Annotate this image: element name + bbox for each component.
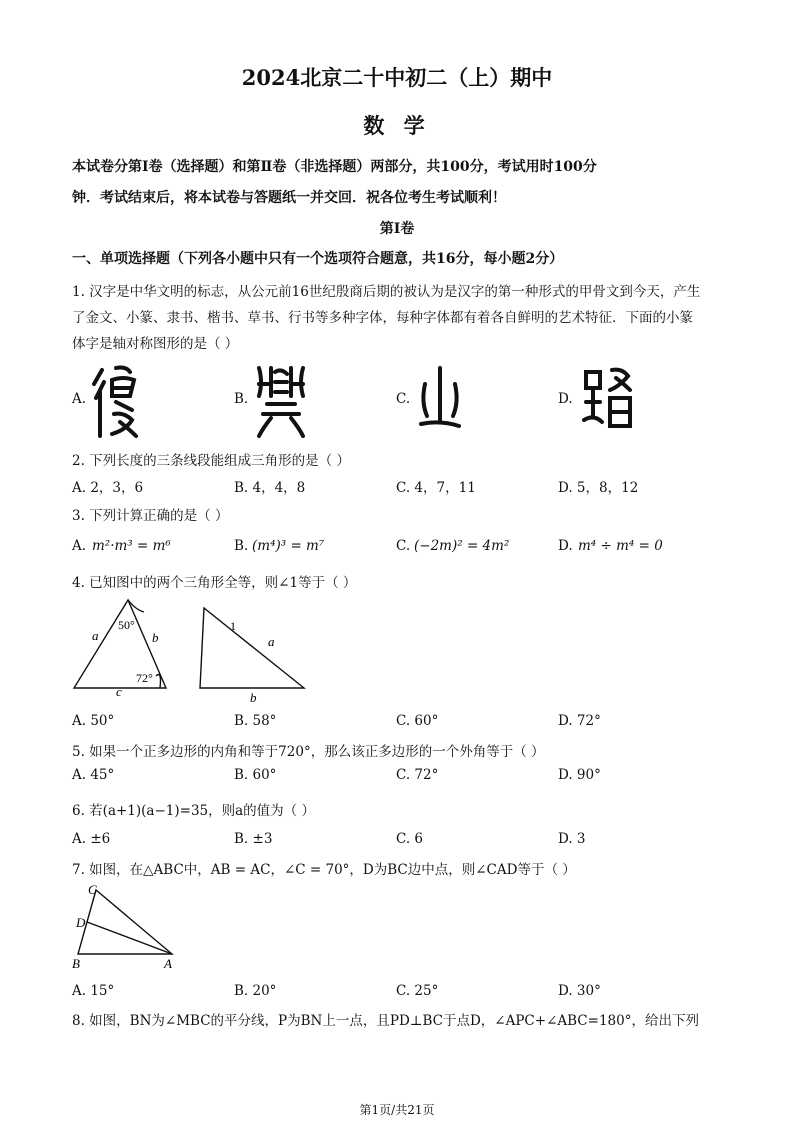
q6-option-d: D. 3 [558,831,586,847]
q6-option-c: C. 6 [396,831,424,847]
q5-option-c: C. 72° [396,767,439,783]
q6-option-a: A. ±6 [72,831,111,847]
q3-option-b-expression: (m⁴)³ = m⁷ [252,538,325,554]
q4-label-angle-50: 50° [118,618,135,632]
q5-stem: 5. 如果一个正多边形的内角和等于720°，那么该正多边形的一个外角等于（ ） [72,744,545,760]
q1-option-b-label: B. [234,391,249,407]
seal-glyph-b-image [253,362,309,440]
q7-option-c: C. 25° [396,983,439,999]
q1-line-2: 了金文、小篆、隶书、楷书、草书、行书等多种字体，每种字体都有着各自鲜明的艺术特征．下面的小篆 [72,310,693,326]
q4-right-triangle [200,608,304,688]
q3-option-d-label: D. [558,538,573,554]
q4-label-a-right: a [268,634,275,649]
q1-option-c-label: C. [396,391,411,407]
q7-option-b: B. 20° [234,983,277,999]
q3-option-d-expression: m⁴ ÷ m⁴ = 0 [578,538,663,554]
q4-label-c-left: c [116,684,122,699]
q3-stem: 3. 下列计算正确的是（ ） [72,508,229,524]
q4-option-d: D. 72° [558,713,601,729]
q4-label-a-left: a [92,628,99,643]
q8-stem: 8. 如图，BN为∠MBC的平分线，P为BN上一点，且PD⊥BC于点D，∠APC+∠ABC=180°，给出下列 [72,1013,699,1029]
seal-glyph-c-image [415,362,465,440]
q6-stem: 6. 若(a+1)(a−1)=35，则a的值为（ ） [72,803,315,819]
q3-option-a-expression: m²·m³ = m⁶ [92,538,171,554]
q7-option-a: A. 15° [72,983,115,999]
q1-option-d-label: D. [558,391,573,407]
intro-line-1: 本试卷分第I卷（选择题）和第Ⅱ卷（非选择题）两部分，共100分，考试用时100分 [72,159,597,175]
q2-option-d: D. 5，8，12 [558,480,639,496]
q3-option-c-expression: (−2m)² = 4m² [414,538,510,554]
q7-stem: 7. 如图，在△ABC中，AB = AC，∠C = 70°，D为BC边中点，则∠CAD等于（ ） [72,862,576,878]
q7-vertex-c-label: C [88,882,97,897]
q4-label-angle-1: 1 [230,619,236,633]
q5-option-b: B. 60° [234,767,277,783]
subject-title: 数 学 [363,113,431,138]
q4-option-a: A. 50° [72,713,115,729]
q2-option-c: C. 4，7，11 [396,480,476,496]
q4-label-angle-72: 72° [136,671,153,685]
q5-option-a: A. 45° [72,767,115,783]
seal-glyph-a-image [90,362,140,440]
part-title: 第I卷 [379,221,415,237]
intro-line-2: 钟．考试结束后，将本试卷与答题纸一并交回．祝各位考生考试顺利！ [72,190,506,206]
q4-label-b-right: b [250,690,257,705]
seal-glyph-d-image [580,364,636,438]
q4-stem: 4. 已知图中的两个三角形全等，则∠1等于（ ） [72,575,357,591]
q7-option-d: D. 30° [558,983,601,999]
q7-triangle [78,890,172,954]
q7-point-d-label: D [76,915,86,930]
q1-line-3: 体字是轴对称图形的是（ ） [72,336,239,352]
q6-option-b: B. ±3 [234,831,273,847]
q7-median-ad [87,922,172,954]
q4-triangles-figure [66,596,326,706]
q2-option-b: B. 4，4，8 [234,480,306,496]
page-number: 第1页/共21页 [359,1103,435,1117]
q2-stem: 2. 下列长度的三条线段能组成三角形的是（ ） [72,453,350,469]
q3-option-c-label: C. [396,538,411,554]
q7-triangle-figure [66,880,186,972]
q1-line-1: 1. 汉字是中华文明的标志，从公元前16世纪殷商后期的被认为是汉字的第一种形式的甲骨文到今天，产生 [72,284,701,300]
q4-option-c: C. 60° [396,713,439,729]
q7-vertex-b-label: B [72,956,80,971]
q2-option-a: A. 2，3，6 [72,480,144,496]
q3-option-b-label: B. [234,538,249,554]
section-title: 一、单项选择题（下列各小题中只有一个选项符合题意，共16分，每小题2分） [72,251,564,267]
q4-label-b-left: b [152,630,159,645]
q5-option-d: D. 90° [558,767,601,783]
q4-option-b: B. 58° [234,713,277,729]
exam-title: 2024北京二十中初二（上）期中 [241,65,553,90]
q3-option-a-label: A. [72,538,87,554]
q4-angle-72-arc [156,675,161,689]
q7-vertex-a-label: A [164,956,172,971]
q1-option-a-label: A. [72,391,87,407]
